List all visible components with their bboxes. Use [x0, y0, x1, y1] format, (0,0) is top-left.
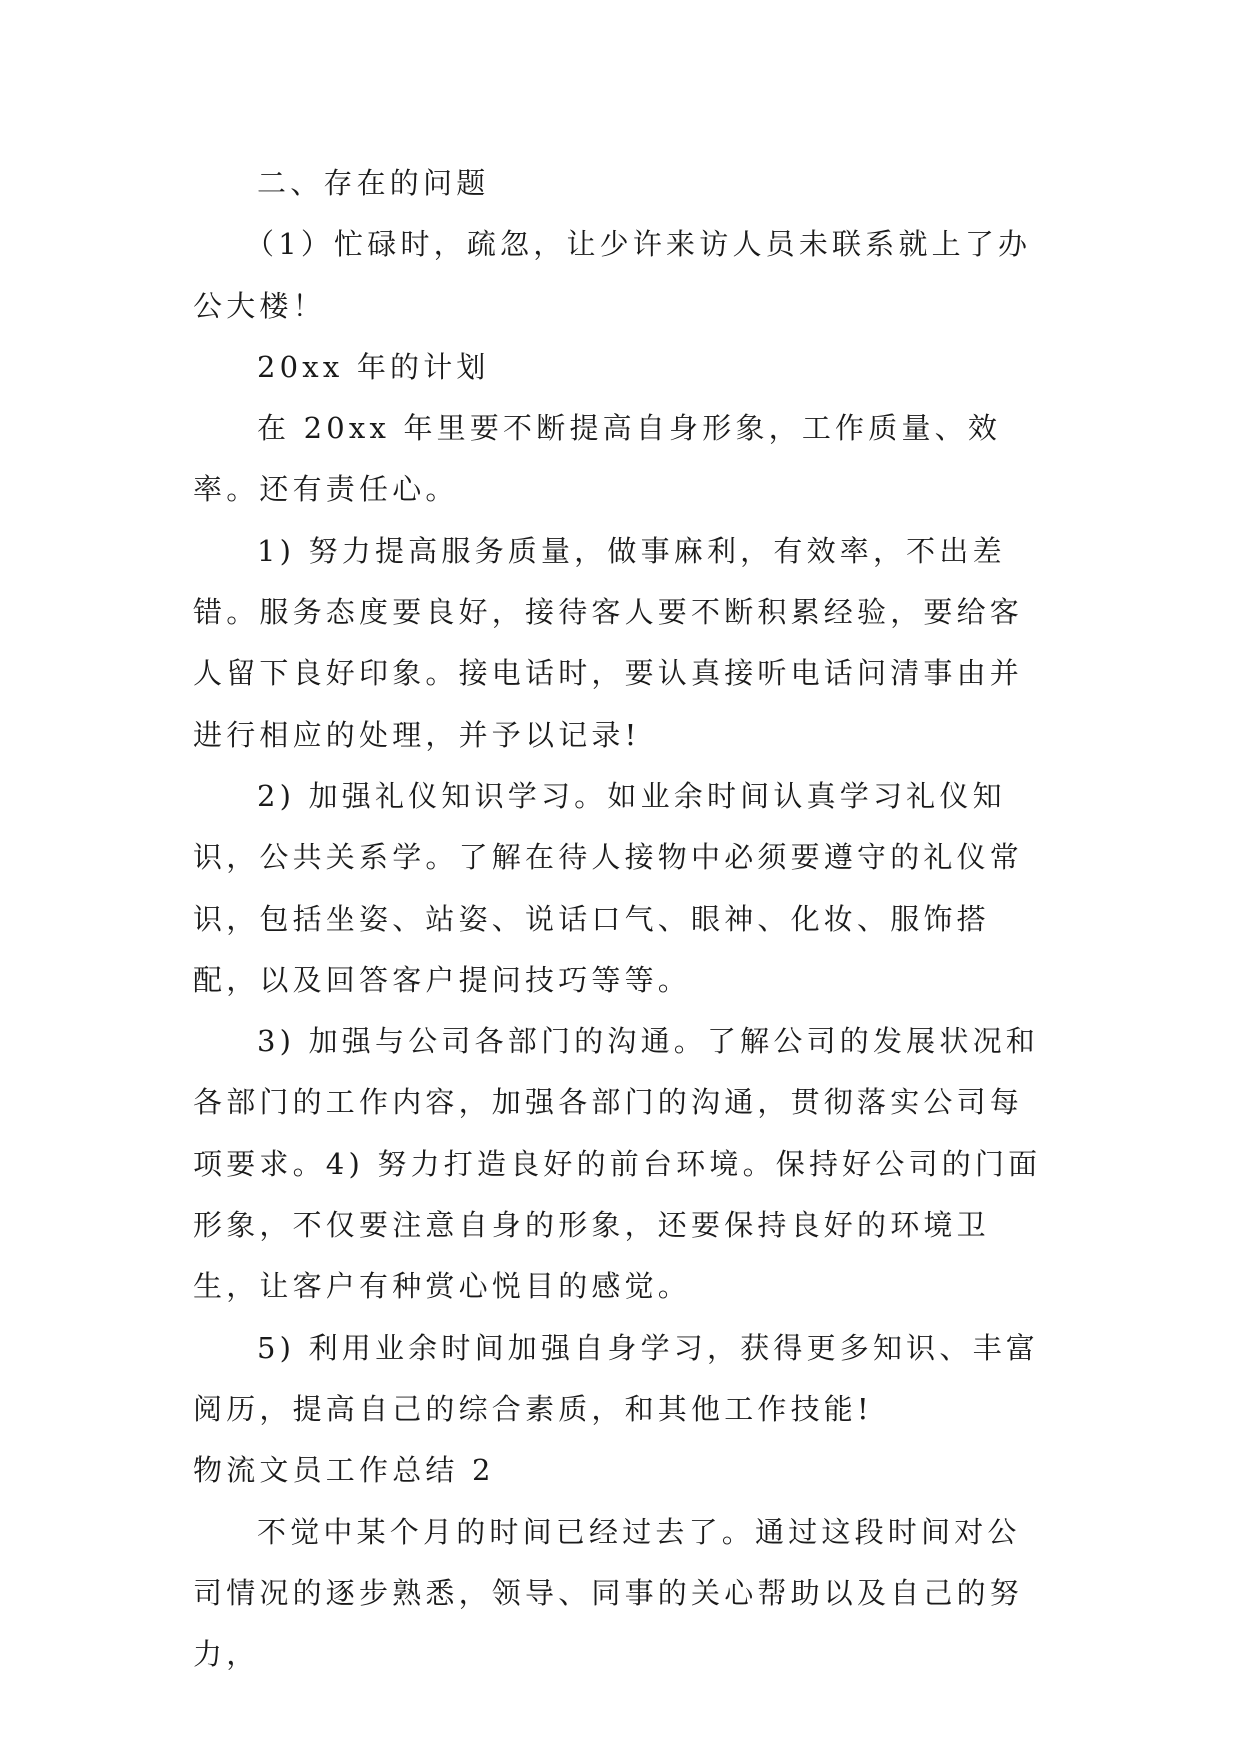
- document-body: [193, 153, 1053, 1685]
- paragraph-plan-item-5: 5) 利用业余时间加强自身学习，获得更多知识、丰富阅历，提高自己的综合素质，和其他工作技能!: [193, 1330, 1039, 1426]
- paragraph-plan-item-3-4: 3) 加强与公司各部门的沟通。了解公司的发展状况和各部门的工作内容，加强各部门的沟通，贯彻落实公司每项要求。4) 努力打造良好的前台环境。保持好公司的门面形象，不仅要注意自身的形象，还要保持良好的环境卫生，让客户有种赏心悦目的感觉。: [193, 1024, 1042, 1304]
- paragraph-plan-intro: 在 20xx 年里要不断提高自身形象，工作质量、效率。还有责任心。: [193, 411, 1002, 507]
- paragraph-plan-item-1: 1) 努力提高服务质量，做事麻利，有效率，不出差错。服务态度要良好，接待客人要不断积累经验，要给客人留下良好印象。接电话时，要认真接听电话问清事由并进行相应的处理，并予以记录!: [193, 533, 1024, 752]
- section-heading-plan: 20xx 年的计划: [257, 349, 490, 384]
- article-title-summary-2: 物流文员工作总结 2: [193, 1453, 495, 1488]
- paragraph-summary-intro: 不觉中某个月的时间已经过去了。通过这段时间对公司情况的逐步熟悉，领导、同事的关心帮助以及自己的努力，: [193, 1514, 1024, 1672]
- section-heading-problems: 二、存在的问题: [257, 166, 490, 200]
- paragraph-problem-1: （1）忙碌时，疏忽，让少许来访人员未联系就上了办公大楼！: [193, 227, 1032, 323]
- paragraph-plan-item-2: 2) 加强礼仪知识学习。如业余时间认真学习礼仪知识，公共关系学。了解在待人接物中必须要遵守的礼仪常识，包括坐姿、站姿、说话口气、眼神、化妆、服饰搭配，以及回答客户提问技巧等等。: [193, 778, 1024, 997]
